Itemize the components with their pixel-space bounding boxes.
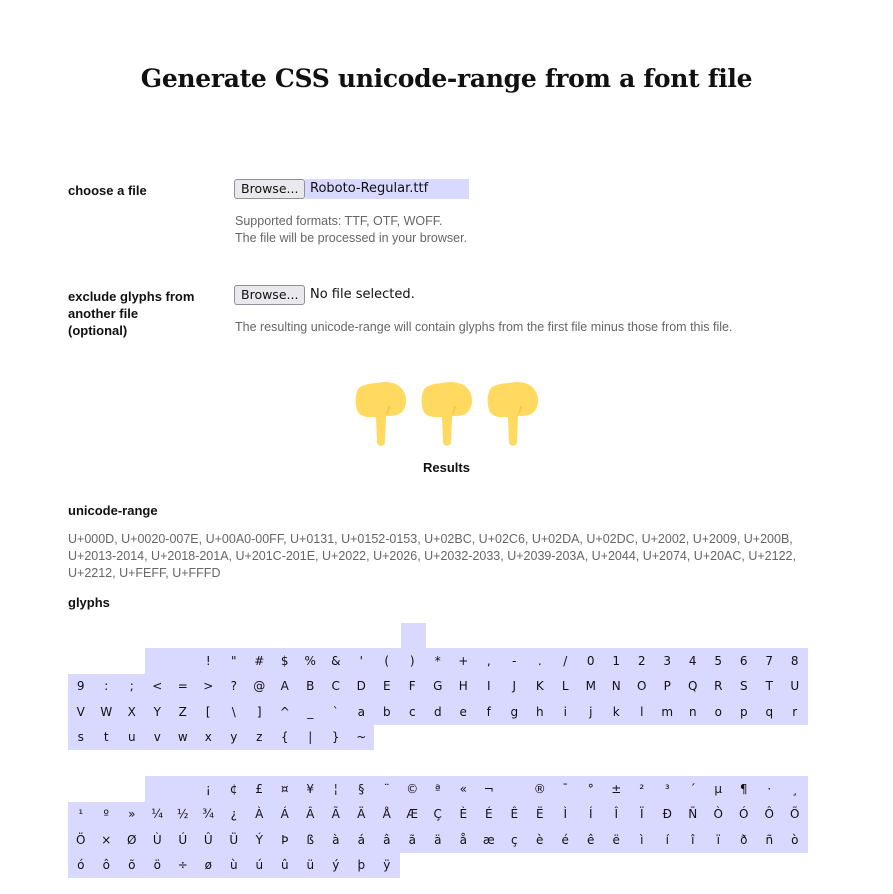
glyph-cell: ä — [425, 827, 451, 853]
glyph-cell: º — [94, 802, 120, 828]
glyph-cell: C — [323, 674, 349, 700]
glyph-cell: ± — [604, 776, 630, 802]
glyph-cell: [ — [196, 699, 222, 725]
glyph-cell: e — [451, 699, 477, 725]
glyph-cell: ã — [400, 827, 426, 853]
glyph-cell: L — [553, 674, 579, 700]
choose-file-label: choose a file — [68, 183, 147, 198]
pointing-hands — [354, 380, 539, 448]
glyph-cell: æ — [476, 827, 502, 853]
glyph-cell: N — [604, 674, 630, 700]
glyph-cell: b — [374, 699, 400, 725]
glyph-cell: ç — [502, 827, 528, 853]
glyph-cell — [170, 776, 196, 802]
glyph-cell: ^ — [272, 699, 298, 725]
glyph-cell: ÿ — [374, 853, 400, 879]
glyph-cell: Ý — [247, 827, 273, 853]
glyph-cell — [94, 776, 120, 802]
glyph-cell: V — [68, 699, 94, 725]
glyph-cell: Q — [680, 674, 706, 700]
glyph-cell: u — [119, 725, 145, 751]
glyph-cell: n — [680, 699, 706, 725]
glyph-cell: v — [145, 725, 171, 751]
glyph-cell: M — [578, 674, 604, 700]
glyph-cell: i — [553, 699, 579, 725]
glyph-cell — [170, 648, 196, 674]
glyph-cell — [68, 648, 94, 674]
glyph-cell: Ö — [68, 827, 94, 853]
glyph-cell: 4 — [680, 648, 706, 674]
glyph-cell: _ — [298, 699, 324, 725]
glyph-cell: ¢ — [221, 776, 247, 802]
exclude-file-name: No file selected. — [310, 287, 415, 302]
glyph-cell: ¤ — [272, 776, 298, 802]
glyph-cell: § — [349, 776, 375, 802]
glyph-cell: / — [553, 648, 579, 674]
glyph-cell: # — [247, 648, 273, 674]
glyph-cell: Å — [374, 802, 400, 828]
glyph-cell: » — [119, 802, 145, 828]
glyph-cell: õ — [119, 853, 145, 879]
glyph-cell: « — [451, 776, 477, 802]
glyph-cell: ¡ — [196, 776, 222, 802]
glyph-cell: ¨ — [374, 776, 400, 802]
glyph-cell: R — [706, 674, 732, 700]
glyph-cell: Á — [272, 802, 298, 828]
glyph-cell: U — [782, 674, 808, 700]
glyph-cell — [145, 648, 171, 674]
glyph-cell: ë — [604, 827, 630, 853]
glyph-cell: O — [629, 674, 655, 700]
glyph-cell: ¦ — [323, 776, 349, 802]
exclude-label-line2: another file — [68, 306, 139, 321]
pointing-down-hand-icon — [486, 380, 539, 448]
glyph-grid-latin1 — [68, 776, 809, 878]
glyph-cell: ¯ — [553, 776, 579, 802]
glyph-cell: ø — [196, 853, 222, 879]
glyph-cell: % — [298, 648, 324, 674]
glyph-cell: o — [706, 699, 732, 725]
glyph-cell: k — [604, 699, 630, 725]
glyph-cell: ÷ — [170, 853, 196, 879]
glyph-cell: { — [272, 725, 298, 751]
results-heading: Results — [423, 460, 470, 475]
glyph-cell: ¶ — [731, 776, 757, 802]
glyph-cell: á — [349, 827, 375, 853]
glyph-cell: ª — [425, 776, 451, 802]
glyph-cell: Ê — [502, 802, 528, 828]
glyph-cell: è — [527, 827, 553, 853]
glyph-cell: ¿ — [221, 802, 247, 828]
glyph-cell: ¸ — [782, 776, 808, 802]
glyph-cell: ` — [323, 699, 349, 725]
glyph-cell: ! — [196, 648, 222, 674]
glyph-cell: A — [272, 674, 298, 700]
glyph-cell: · — [757, 776, 783, 802]
glyph-cell: Ô — [757, 802, 783, 828]
glyph-cell: î — [680, 827, 706, 853]
glyph-cell: $ — [272, 648, 298, 674]
glyph-cell: + — [451, 648, 477, 674]
glyph-cell: ¹ — [68, 802, 94, 828]
glyph-cell: G — [425, 674, 451, 700]
glyph-cell: ¾ — [196, 802, 222, 828]
glyph-cell: | — [298, 725, 324, 751]
glyph-cell: \ — [221, 699, 247, 725]
glyph-cell: ó — [68, 853, 94, 879]
processed-in-browser-help: The file will be processed in your browser. — [235, 231, 468, 245]
glyph-cell: 0 — [578, 648, 604, 674]
glyph-cell: l — [629, 699, 655, 725]
glyph-cell: 8 — [782, 648, 808, 674]
unicode-range-heading: unicode-range — [68, 503, 158, 518]
glyph-cell: ß — [298, 827, 324, 853]
glyph-cell: S — [731, 674, 757, 700]
glyph-cell: T — [757, 674, 783, 700]
glyph-cell: Ï — [629, 802, 655, 828]
page-title: Generate CSS unicode-range from a font file — [140, 64, 753, 93]
glyph-cell: 2 — [629, 648, 655, 674]
glyph-cell: : — [94, 674, 120, 700]
glyph-cell: ï — [706, 827, 732, 853]
glyph-cell: @ — [247, 674, 273, 700]
glyph-cell: 1 — [604, 648, 630, 674]
glyph-cell: 3 — [655, 648, 681, 674]
glyph-cell: F — [400, 674, 426, 700]
glyph-cell: > — [196, 674, 222, 700]
glyph-cell — [68, 776, 94, 802]
glyph-cell: & — [323, 648, 349, 674]
glyph-cell: à — [323, 827, 349, 853]
glyph-cell: Î — [604, 802, 630, 828]
glyph-cell — [145, 776, 171, 802]
glyph-cell: ¥ — [298, 776, 324, 802]
glyph-cell: Û — [196, 827, 222, 853]
glyph-cell: h — [527, 699, 553, 725]
glyph-cell: ¬ — [476, 776, 502, 802]
glyph-cell: ? — [221, 674, 247, 700]
glyph-cell: 7 — [757, 648, 783, 674]
glyph-cell: g — [502, 699, 528, 725]
glyph-cell: ò — [782, 827, 808, 853]
glyph-cell: Â — [298, 802, 324, 828]
glyph-cell: ì — [629, 827, 655, 853]
glyph-cell — [502, 776, 528, 802]
glyph-cell: ê — [578, 827, 604, 853]
glyph-cell: ð — [731, 827, 757, 853]
glyph-cell: f — [476, 699, 502, 725]
glyph-cell: ³ — [655, 776, 681, 802]
glyph-grid-ascii — [68, 648, 809, 750]
glyph-cell: c — [400, 699, 426, 725]
glyph-cell: Y — [145, 699, 171, 725]
glyph-cell: ü — [298, 853, 324, 879]
glyph-cell: z — [247, 725, 273, 751]
supported-formats-help: Supported formats: TTF, OTF, WOFF. — [235, 214, 443, 228]
glyph-cell: s — [68, 725, 94, 751]
glyph-cell: } — [323, 725, 349, 751]
choose-file-browse-button[interactable]: Browse... — [234, 179, 305, 199]
glyph-cell: â — [374, 827, 400, 853]
glyph-cell: W — [94, 699, 120, 725]
glyph-cell: é — [553, 827, 579, 853]
glyph-cell: û — [272, 853, 298, 879]
glyph-cell: " — [221, 648, 247, 674]
glyph-cell: ö — [145, 853, 171, 879]
exclude-file-browse-button[interactable]: Browse... — [234, 285, 305, 305]
glyph-cell: å — [451, 827, 477, 853]
glyph-cell: Ë — [527, 802, 553, 828]
glyph-cell: * — [425, 648, 451, 674]
glyph-cell: j — [578, 699, 604, 725]
glyph-cell: - — [502, 648, 528, 674]
glyph-cell: D — [349, 674, 375, 700]
glyph-cell: ú — [247, 853, 273, 879]
glyph-cell: ² — [629, 776, 655, 802]
glyph-cell: 6 — [731, 648, 757, 674]
glyph-cell: Ð — [655, 802, 681, 828]
glyph-cell: Ã — [323, 802, 349, 828]
glyph-cell: ý — [323, 853, 349, 879]
glyph-cell: 9 — [68, 674, 94, 700]
glyph-cell: J — [502, 674, 528, 700]
glyph-cell: ) — [400, 648, 426, 674]
glyph-cell: ' — [349, 648, 375, 674]
glyph-cell: ½ — [170, 802, 196, 828]
glyph-cell: H — [451, 674, 477, 700]
glyph-cell: < — [145, 674, 171, 700]
glyph-cell: , — [476, 648, 502, 674]
glyph-cell: Í — [578, 802, 604, 828]
glyph-cell — [94, 648, 120, 674]
glyph-cell: µ — [706, 776, 732, 802]
glyph-cell: K — [527, 674, 553, 700]
glyph-cell: 5 — [706, 648, 732, 674]
glyph-cell: ´ — [680, 776, 706, 802]
glyph-cell: ñ — [757, 827, 783, 853]
glyph-cell: p — [731, 699, 757, 725]
glyph-cell: ¼ — [145, 802, 171, 828]
exclude-label-line3: (optional) — [68, 323, 128, 338]
glyph-cell: q — [757, 699, 783, 725]
glyph-cell: þ — [349, 853, 375, 879]
exclude-label-line1: exclude glyphs from — [68, 289, 195, 304]
glyph-cell: X — [119, 699, 145, 725]
glyph-cell: ° — [578, 776, 604, 802]
glyph-cell: I — [476, 674, 502, 700]
glyph-cell: = — [170, 674, 196, 700]
glyph-cell: x — [196, 725, 222, 751]
unicode-range-value: U+000D, U+0020-007E, U+00A0-00FF, U+0131, U+0152-0153, U+02BC, U+02C6, U+02DA, U+02DC, U+2002, U+2009, U+200B, U+2013-2014, U+2018-201A, U+201C-201E, U+2022, U+2026, U+2032-2033, U+2039-203A, U+2044, U+2074, U+20AC, U+2122, U+2212, U+FEFF, U+FFFD — [68, 532, 796, 580]
glyph-cell: À — [247, 802, 273, 828]
glyph-cell: © — [400, 776, 426, 802]
exclude-help: The resulting unicode-range will contain glyphs from the first file minus those from this file. — [235, 320, 733, 334]
glyph-cell: Ü — [221, 827, 247, 853]
glyph-cell: Ì — [553, 802, 579, 828]
glyph-cell: ] — [247, 699, 273, 725]
glyph-cell: P — [655, 674, 681, 700]
glyph-cell: y — [221, 725, 247, 751]
glyph-cell: w — [170, 725, 196, 751]
glyph-cell: ® — [527, 776, 553, 802]
pointing-down-hand-icon — [420, 380, 473, 448]
glyph-cell: B — [298, 674, 324, 700]
glyph-cell: ù — [221, 853, 247, 879]
glyph-cell: . — [527, 648, 553, 674]
glyph-cell: Õ — [782, 802, 808, 828]
choose-file-name: Roboto-Regular.ttf — [305, 179, 469, 199]
exclude-file-label — [68, 288, 194, 339]
glyph-cell: Ù — [145, 827, 171, 853]
glyph-cell: r — [782, 699, 808, 725]
glyph-cell — [119, 776, 145, 802]
glyph-cell: Z — [170, 699, 196, 725]
glyph-cell: Ò — [706, 802, 732, 828]
glyph-cell: Ú — [170, 827, 196, 853]
glyph-cell: E — [374, 674, 400, 700]
glyphs-heading: glyphs — [68, 595, 110, 610]
glyph-cell: ~ — [349, 725, 375, 751]
glyph-cell: Ó — [731, 802, 757, 828]
glyph-cell: a — [349, 699, 375, 725]
glyph-cell: £ — [247, 776, 273, 802]
glyph-cell: Æ — [400, 802, 426, 828]
pointing-down-hand-icon — [354, 380, 407, 448]
glyph-cell — [119, 648, 145, 674]
glyph-cell: Ç — [425, 802, 451, 828]
glyph-cell: m — [655, 699, 681, 725]
glyph-cell: d — [425, 699, 451, 725]
glyph-cell: í — [655, 827, 681, 853]
glyph-cell: × — [94, 827, 120, 853]
glyph-cell: t — [94, 725, 120, 751]
glyph-cell: ( — [374, 648, 400, 674]
glyph-cell: Ä — [349, 802, 375, 828]
glyph-cell: ô — [94, 853, 120, 879]
glyph-cell: ; — [119, 674, 145, 700]
glyph-cell: Ø — [119, 827, 145, 853]
glyph-cell: Þ — [272, 827, 298, 853]
glyph-hover-highlight — [401, 623, 426, 648]
glyph-cell: Ñ — [680, 802, 706, 828]
glyph-cell: È — [451, 802, 477, 828]
glyph-cell: É — [476, 802, 502, 828]
